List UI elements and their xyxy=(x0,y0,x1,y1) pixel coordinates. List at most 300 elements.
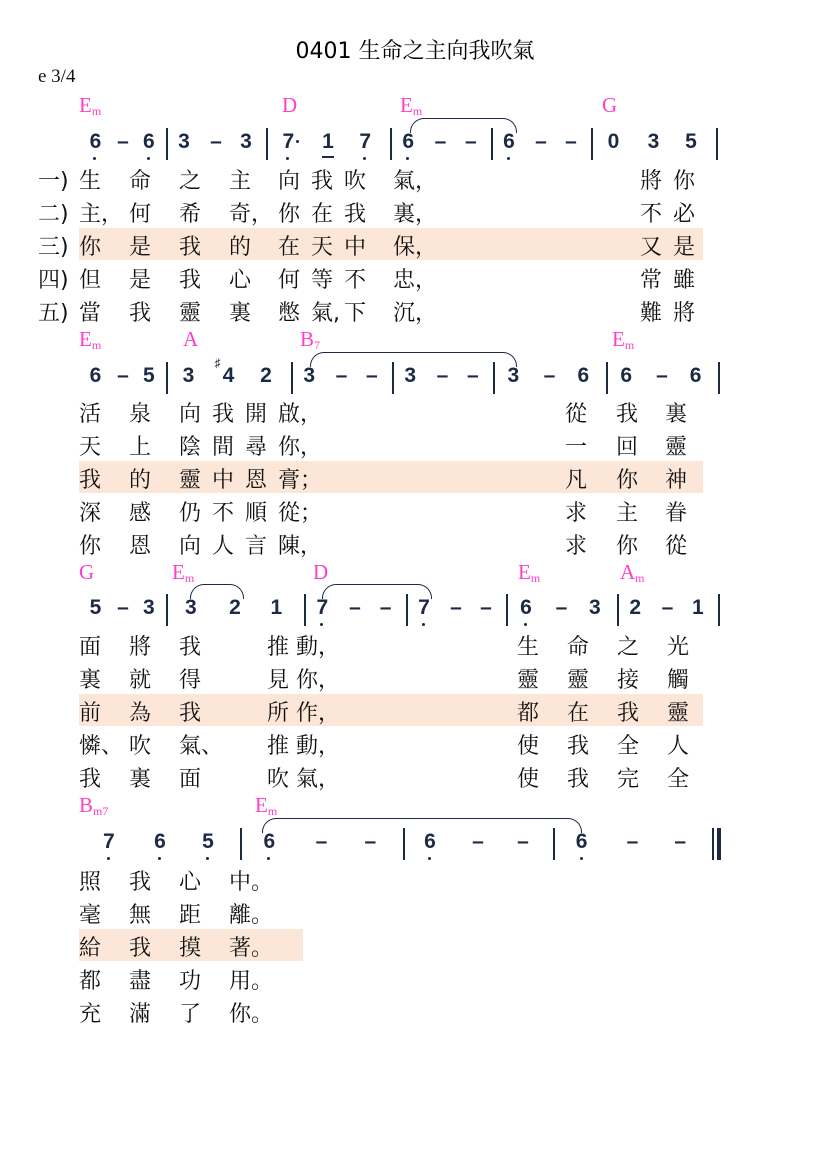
lyric-syllable: 下 xyxy=(344,301,367,326)
note xyxy=(177,130,191,154)
lyric-syllable: 泉 xyxy=(129,402,152,427)
note-value: 5 xyxy=(685,130,697,153)
note-value: – xyxy=(335,364,348,387)
chord-symbol xyxy=(612,327,634,353)
note xyxy=(321,130,335,154)
lyric-syllable: 動， xyxy=(296,734,341,759)
low-octave-dot xyxy=(422,623,425,626)
chord-quality: m7 xyxy=(93,804,109,818)
lyric-syllable: 從 xyxy=(665,534,688,559)
lyric-syllable: 功 xyxy=(179,969,202,994)
eighth-underline xyxy=(322,156,334,158)
chord-symbol xyxy=(282,93,297,119)
dash xyxy=(315,830,329,854)
lyric-syllable: 主 xyxy=(229,169,252,194)
lyric-syllable: 所 xyxy=(267,701,290,726)
note-value: – xyxy=(517,830,529,853)
lyric-syllable: 必 xyxy=(673,202,696,227)
barline xyxy=(716,128,718,160)
note xyxy=(88,130,102,154)
barline xyxy=(718,594,720,626)
lyric-syllable: 向 xyxy=(278,169,301,194)
note-value: 6 xyxy=(89,130,102,153)
lyric-syllable: 我 xyxy=(212,402,235,427)
lyric-syllable: 的 xyxy=(129,468,152,493)
final-barline xyxy=(717,828,721,860)
chord-symbol xyxy=(183,327,198,353)
chord-root: E xyxy=(79,93,92,117)
note xyxy=(619,364,633,388)
lyric-syllable: 為 xyxy=(129,701,152,726)
note-value: – xyxy=(117,364,129,387)
lyric-syllable: 完 xyxy=(617,767,640,792)
lyric-syllable: 是 xyxy=(129,235,152,260)
lyric-syllable: 言 xyxy=(245,534,268,559)
note-value: 3 xyxy=(142,596,155,619)
note-value: 6 xyxy=(263,830,276,853)
lyric-syllable: 不 xyxy=(212,501,235,526)
barline xyxy=(304,594,306,626)
lyric-syllable: 啟， xyxy=(278,402,323,427)
note-value: 6 xyxy=(520,596,532,619)
lyric-syllable: 將 xyxy=(129,635,152,660)
barline xyxy=(166,594,168,626)
note-value: – xyxy=(661,596,674,619)
lyric-syllable: 作， xyxy=(296,701,341,726)
note-value: 6 xyxy=(424,830,436,853)
chord-root: B xyxy=(300,327,315,351)
lyric-syllable: 主 xyxy=(616,501,639,526)
lyric-syllable: 憐、 xyxy=(79,734,124,759)
dash xyxy=(516,830,530,854)
lyric-syllable: 是 xyxy=(673,235,696,260)
note xyxy=(684,130,698,154)
lyric-syllable: 不 xyxy=(344,268,367,293)
low-octave-dot xyxy=(286,157,289,160)
tie-slur xyxy=(310,352,517,367)
lyric-syllable: 何 xyxy=(129,202,152,227)
note-value: 3 xyxy=(240,130,252,153)
lyric-syllable: 靈 xyxy=(179,301,202,326)
lyric-syllable: 生 xyxy=(517,635,540,660)
chord-root: G xyxy=(79,560,95,584)
lyric-syllable: 面 xyxy=(79,635,102,660)
note xyxy=(184,596,198,620)
lyric-syllable: 裏 xyxy=(129,767,152,792)
lyric-syllable: 我 xyxy=(79,468,102,493)
chord-symbol xyxy=(79,93,101,119)
note-value: 3 xyxy=(184,596,197,619)
note-value: – xyxy=(555,596,568,619)
lyric-syllable: 你 xyxy=(79,534,102,559)
note-value: – xyxy=(315,830,328,853)
lyric-syllable: 順 xyxy=(245,501,268,526)
lyric-syllable: 動， xyxy=(296,635,341,660)
lyric-syllable: 觸 xyxy=(667,668,690,693)
note-value: 6 xyxy=(154,830,166,853)
note-value: – xyxy=(472,830,484,853)
note xyxy=(182,364,196,388)
lyric-syllable: 給 xyxy=(79,936,102,961)
lyric-syllable: 裏， xyxy=(393,202,438,227)
lyric-syllable: 中 xyxy=(344,235,367,260)
barline xyxy=(718,362,720,394)
note-value: 6 xyxy=(620,364,632,387)
chord-quality: m xyxy=(412,104,423,118)
lyric-syllable: 神 xyxy=(665,468,688,493)
lyric-syllable: 天 xyxy=(311,235,334,260)
dash xyxy=(365,364,379,388)
lyric-syllable: 中。 xyxy=(229,870,274,895)
lyric-syllable: 我 xyxy=(129,301,152,326)
low-octave-dot xyxy=(428,857,431,860)
chord-root: D xyxy=(313,560,329,584)
note xyxy=(102,830,116,854)
barline xyxy=(291,362,293,394)
lyric-syllable: 我 xyxy=(344,202,367,227)
lyric-syllable: 你 xyxy=(616,534,639,559)
dash xyxy=(466,364,480,388)
lyric-syllable: 都 xyxy=(79,969,102,994)
lyric-syllable: 心 xyxy=(179,870,202,895)
barline xyxy=(266,128,268,160)
barline xyxy=(166,362,168,394)
barline xyxy=(506,594,508,626)
dash xyxy=(363,830,377,854)
dash xyxy=(116,596,130,620)
lyric-syllable: 心 xyxy=(229,268,252,293)
lyric-syllable: 回 xyxy=(616,435,639,460)
chord-root: A xyxy=(183,327,199,351)
chord-root: E xyxy=(255,793,268,817)
lyric-syllable: 尋 xyxy=(245,435,268,460)
lyric-syllable: 離。 xyxy=(229,903,274,928)
note-value: 6 xyxy=(577,364,590,387)
note xyxy=(689,364,703,388)
lyric-syllable: 奇， xyxy=(229,202,274,227)
barline xyxy=(712,828,714,860)
dash xyxy=(335,364,349,388)
barline xyxy=(617,594,619,626)
lyric-syllable: 感 xyxy=(129,501,152,526)
note-value: – xyxy=(365,364,378,387)
note xyxy=(88,596,102,620)
lyric-syllable: 盡 xyxy=(129,969,152,994)
lyric-syllable: 從； xyxy=(278,501,323,526)
chord-symbol xyxy=(313,560,328,586)
lyric-syllable: 不 xyxy=(640,202,663,227)
barline xyxy=(240,828,242,860)
sharp-icon: ♯ xyxy=(214,356,221,370)
note xyxy=(401,130,415,154)
note-value: 6 xyxy=(402,130,415,153)
dash xyxy=(479,596,493,620)
tie-slur xyxy=(190,584,244,599)
dash xyxy=(471,830,485,854)
lyric-syllable: 著。 xyxy=(229,936,274,961)
note xyxy=(201,830,215,854)
verse-label: 五) xyxy=(38,301,69,326)
lyric-syllable: 又 xyxy=(640,235,663,260)
note-value: 7 xyxy=(418,596,430,619)
note-value: 0 xyxy=(607,130,620,153)
chord-root: E xyxy=(79,327,92,351)
lyric-syllable: 命 xyxy=(129,169,152,194)
lyric-syllable: 用。 xyxy=(229,969,274,994)
lyric-syllable: 求 xyxy=(565,501,588,526)
lyric-syllable: 我 xyxy=(616,402,639,427)
barline xyxy=(166,128,168,160)
note-value: – xyxy=(656,364,668,387)
chord-quality: 7 xyxy=(314,338,321,352)
note xyxy=(628,596,642,620)
dash xyxy=(626,830,640,854)
note-value: 1 xyxy=(270,596,283,619)
barline xyxy=(390,128,392,160)
note xyxy=(403,364,417,388)
verse-label: 三) xyxy=(38,235,69,260)
lyric-syllable: 得 xyxy=(179,668,202,693)
page-title: 0401 生命之主向我吹氣 xyxy=(295,39,535,64)
lyric-syllable: 使 xyxy=(517,734,540,759)
lyric-syllable: 都 xyxy=(517,701,540,726)
note xyxy=(142,130,156,154)
note-value: 3 xyxy=(647,130,660,153)
verse-highlight xyxy=(79,461,703,493)
dash xyxy=(661,596,675,620)
note-value: – xyxy=(535,130,547,153)
chord-symbol xyxy=(255,793,277,819)
note-value: – xyxy=(626,830,639,853)
note-value: 2 xyxy=(629,596,642,619)
low-octave-dot xyxy=(147,157,150,160)
note xyxy=(519,596,533,620)
lyric-syllable: 我 xyxy=(567,734,590,759)
lyric-syllable: 靈 xyxy=(567,668,590,693)
note xyxy=(502,130,516,154)
lyric-syllable: 使 xyxy=(517,767,540,792)
note xyxy=(142,364,156,388)
lyric-syllable: 在 xyxy=(278,235,301,260)
lyric-syllable: 何 xyxy=(278,268,301,293)
note-value: 1 xyxy=(691,596,704,619)
lyric-syllable: 你， xyxy=(278,435,323,460)
note-value: – xyxy=(436,364,449,387)
note-value: – xyxy=(565,130,577,153)
lyric-syllable: 我 xyxy=(179,235,202,260)
lyric-syllable: 一 xyxy=(565,435,588,460)
augmentation-dot xyxy=(296,140,299,143)
note xyxy=(588,596,602,620)
chord-quality: m xyxy=(267,804,278,818)
note xyxy=(417,596,431,620)
lyric-syllable: 摸 xyxy=(179,936,202,961)
low-octave-dot xyxy=(580,857,583,860)
low-octave-dot xyxy=(406,157,409,160)
lyric-syllable: 光 xyxy=(667,635,690,660)
note-value: 5 xyxy=(202,830,214,853)
lyric-syllable: 主， xyxy=(79,202,124,227)
lyric-syllable: 等 xyxy=(311,268,334,293)
note-value: 1 xyxy=(322,130,334,153)
note xyxy=(142,596,156,620)
lyric-syllable: 仍 xyxy=(179,501,202,526)
lyric-syllable: 向 xyxy=(179,534,202,559)
note-value: – xyxy=(466,364,479,387)
dash xyxy=(555,596,569,620)
note xyxy=(302,364,316,388)
note xyxy=(88,364,102,388)
note xyxy=(315,596,329,620)
lyric-syllable: 推 xyxy=(267,635,290,660)
chord-symbol xyxy=(518,560,540,586)
lyric-syllable: 我 xyxy=(179,268,202,293)
note-value: 3 xyxy=(588,596,601,619)
chord-symbol xyxy=(400,93,422,119)
verse-label: 二) xyxy=(38,202,69,227)
lyric-syllable: 將 xyxy=(640,169,663,194)
lyric-syllable: 從 xyxy=(565,402,588,427)
verse-label: 一) xyxy=(38,169,69,194)
tie-slur xyxy=(322,584,432,599)
verse-highlight xyxy=(79,228,703,260)
note xyxy=(575,830,589,854)
lyric-syllable: 氣, xyxy=(311,301,340,326)
lyric-syllable: 靈 xyxy=(179,468,202,493)
note xyxy=(259,364,273,388)
chord-root: E xyxy=(612,327,625,351)
chord-quality: m xyxy=(624,338,635,352)
chord-root: E xyxy=(172,560,185,584)
chord-symbol xyxy=(79,560,94,586)
lyric-syllable: 靈 xyxy=(667,701,690,726)
note-value: 6 xyxy=(575,830,588,853)
lyric-syllable: 之 xyxy=(179,169,202,194)
lyric-syllable: 但 xyxy=(79,268,102,293)
chord-symbol xyxy=(79,793,108,819)
lyric-syllable: 我 xyxy=(79,767,102,792)
lyric-syllable: 中 xyxy=(212,468,235,493)
lyric-syllable: 靈 xyxy=(517,668,540,693)
dash xyxy=(116,364,130,388)
note-value: – xyxy=(464,130,477,153)
lyric-syllable: 凡 xyxy=(565,468,588,493)
lyric-syllable: 距 xyxy=(179,903,202,928)
lyric-syllable: 希 xyxy=(179,202,202,227)
note-value: 3 xyxy=(404,364,417,387)
lyric-syllable: 前 xyxy=(79,701,102,726)
lyric-syllable: 憋 xyxy=(278,301,301,326)
low-octave-dot xyxy=(267,857,270,860)
barline xyxy=(606,362,608,394)
lyric-syllable: 吹 xyxy=(344,169,367,194)
lyric-syllable: 見 xyxy=(267,668,290,693)
barline xyxy=(591,128,593,160)
note-value: 3 xyxy=(507,364,520,387)
chord-symbol xyxy=(79,327,101,353)
note-value: – xyxy=(480,596,492,619)
note-value: 6 xyxy=(689,364,702,387)
chord-symbol xyxy=(620,560,645,586)
note xyxy=(358,130,372,154)
note-value: 3 xyxy=(182,364,195,387)
note xyxy=(281,130,295,154)
low-octave-dot xyxy=(107,857,110,860)
lyric-syllable: 我 xyxy=(567,767,590,792)
note xyxy=(153,830,167,854)
note-value: 2 xyxy=(260,364,272,387)
lyric-syllable: 求 xyxy=(565,534,588,559)
dash xyxy=(116,130,130,154)
lyric-syllable: 雖 xyxy=(673,268,696,293)
dash xyxy=(673,830,687,854)
dash xyxy=(655,364,669,388)
chord-quality: m xyxy=(530,571,541,585)
note-value: 7 xyxy=(102,830,115,853)
dash xyxy=(464,130,478,154)
note-value: – xyxy=(349,596,361,619)
note-value: – xyxy=(379,596,392,619)
chord-symbol xyxy=(602,93,617,119)
lyric-syllable: 我 xyxy=(617,701,640,726)
note xyxy=(228,596,242,620)
note-value: – xyxy=(117,130,129,153)
lyric-syllable: 活 xyxy=(79,402,102,427)
note xyxy=(576,364,590,388)
lyric-syllable: 氣， xyxy=(393,169,438,194)
lyric-syllable: 之 xyxy=(617,635,640,660)
chord-quality: m xyxy=(91,338,102,352)
note xyxy=(239,130,253,154)
lyric-syllable: 接 xyxy=(617,668,640,693)
note-value: 5 xyxy=(89,596,102,619)
lyric-syllable: 難 xyxy=(640,301,663,326)
chord-root: A xyxy=(620,560,636,584)
lyric-syllable: 靈 xyxy=(665,435,688,460)
lyric-syllable: 滿 xyxy=(129,1002,152,1027)
lyric-syllable: 裏 xyxy=(665,402,688,427)
verse-label: 四) xyxy=(38,268,69,293)
note xyxy=(423,830,437,854)
chord-quality: m xyxy=(635,571,645,585)
lyric-syllable: 上 xyxy=(129,435,152,460)
lyric-syllable: 深 xyxy=(79,501,102,526)
lyric-syllable: 開 xyxy=(245,402,268,427)
lyric-syllable: 我 xyxy=(179,701,202,726)
lyric-syllable: 我 xyxy=(129,870,152,895)
lyric-syllable: 的 xyxy=(229,235,252,260)
lyric-syllable: 當 xyxy=(79,301,102,326)
dash xyxy=(348,596,362,620)
lyric-syllable: 在 xyxy=(567,701,590,726)
note xyxy=(269,596,283,620)
lyric-syllable: 膏； xyxy=(278,468,323,493)
lyric-syllable: 了 xyxy=(179,1002,202,1027)
lyric-syllable: 命 xyxy=(567,635,590,660)
low-octave-dot xyxy=(93,157,96,160)
lyric-syllable: 裏 xyxy=(79,668,102,693)
note-value: – xyxy=(450,596,462,619)
lyric-syllable: 陳， xyxy=(278,534,323,559)
lyric-syllable: 天 xyxy=(79,435,102,460)
dash xyxy=(534,130,548,154)
chord-root: E xyxy=(518,560,531,584)
chord-root: D xyxy=(282,93,298,117)
dash xyxy=(434,130,448,154)
lyric-syllable: 你 xyxy=(79,235,102,260)
note-value: 7 xyxy=(316,596,329,619)
chord-quality: m xyxy=(91,104,102,118)
